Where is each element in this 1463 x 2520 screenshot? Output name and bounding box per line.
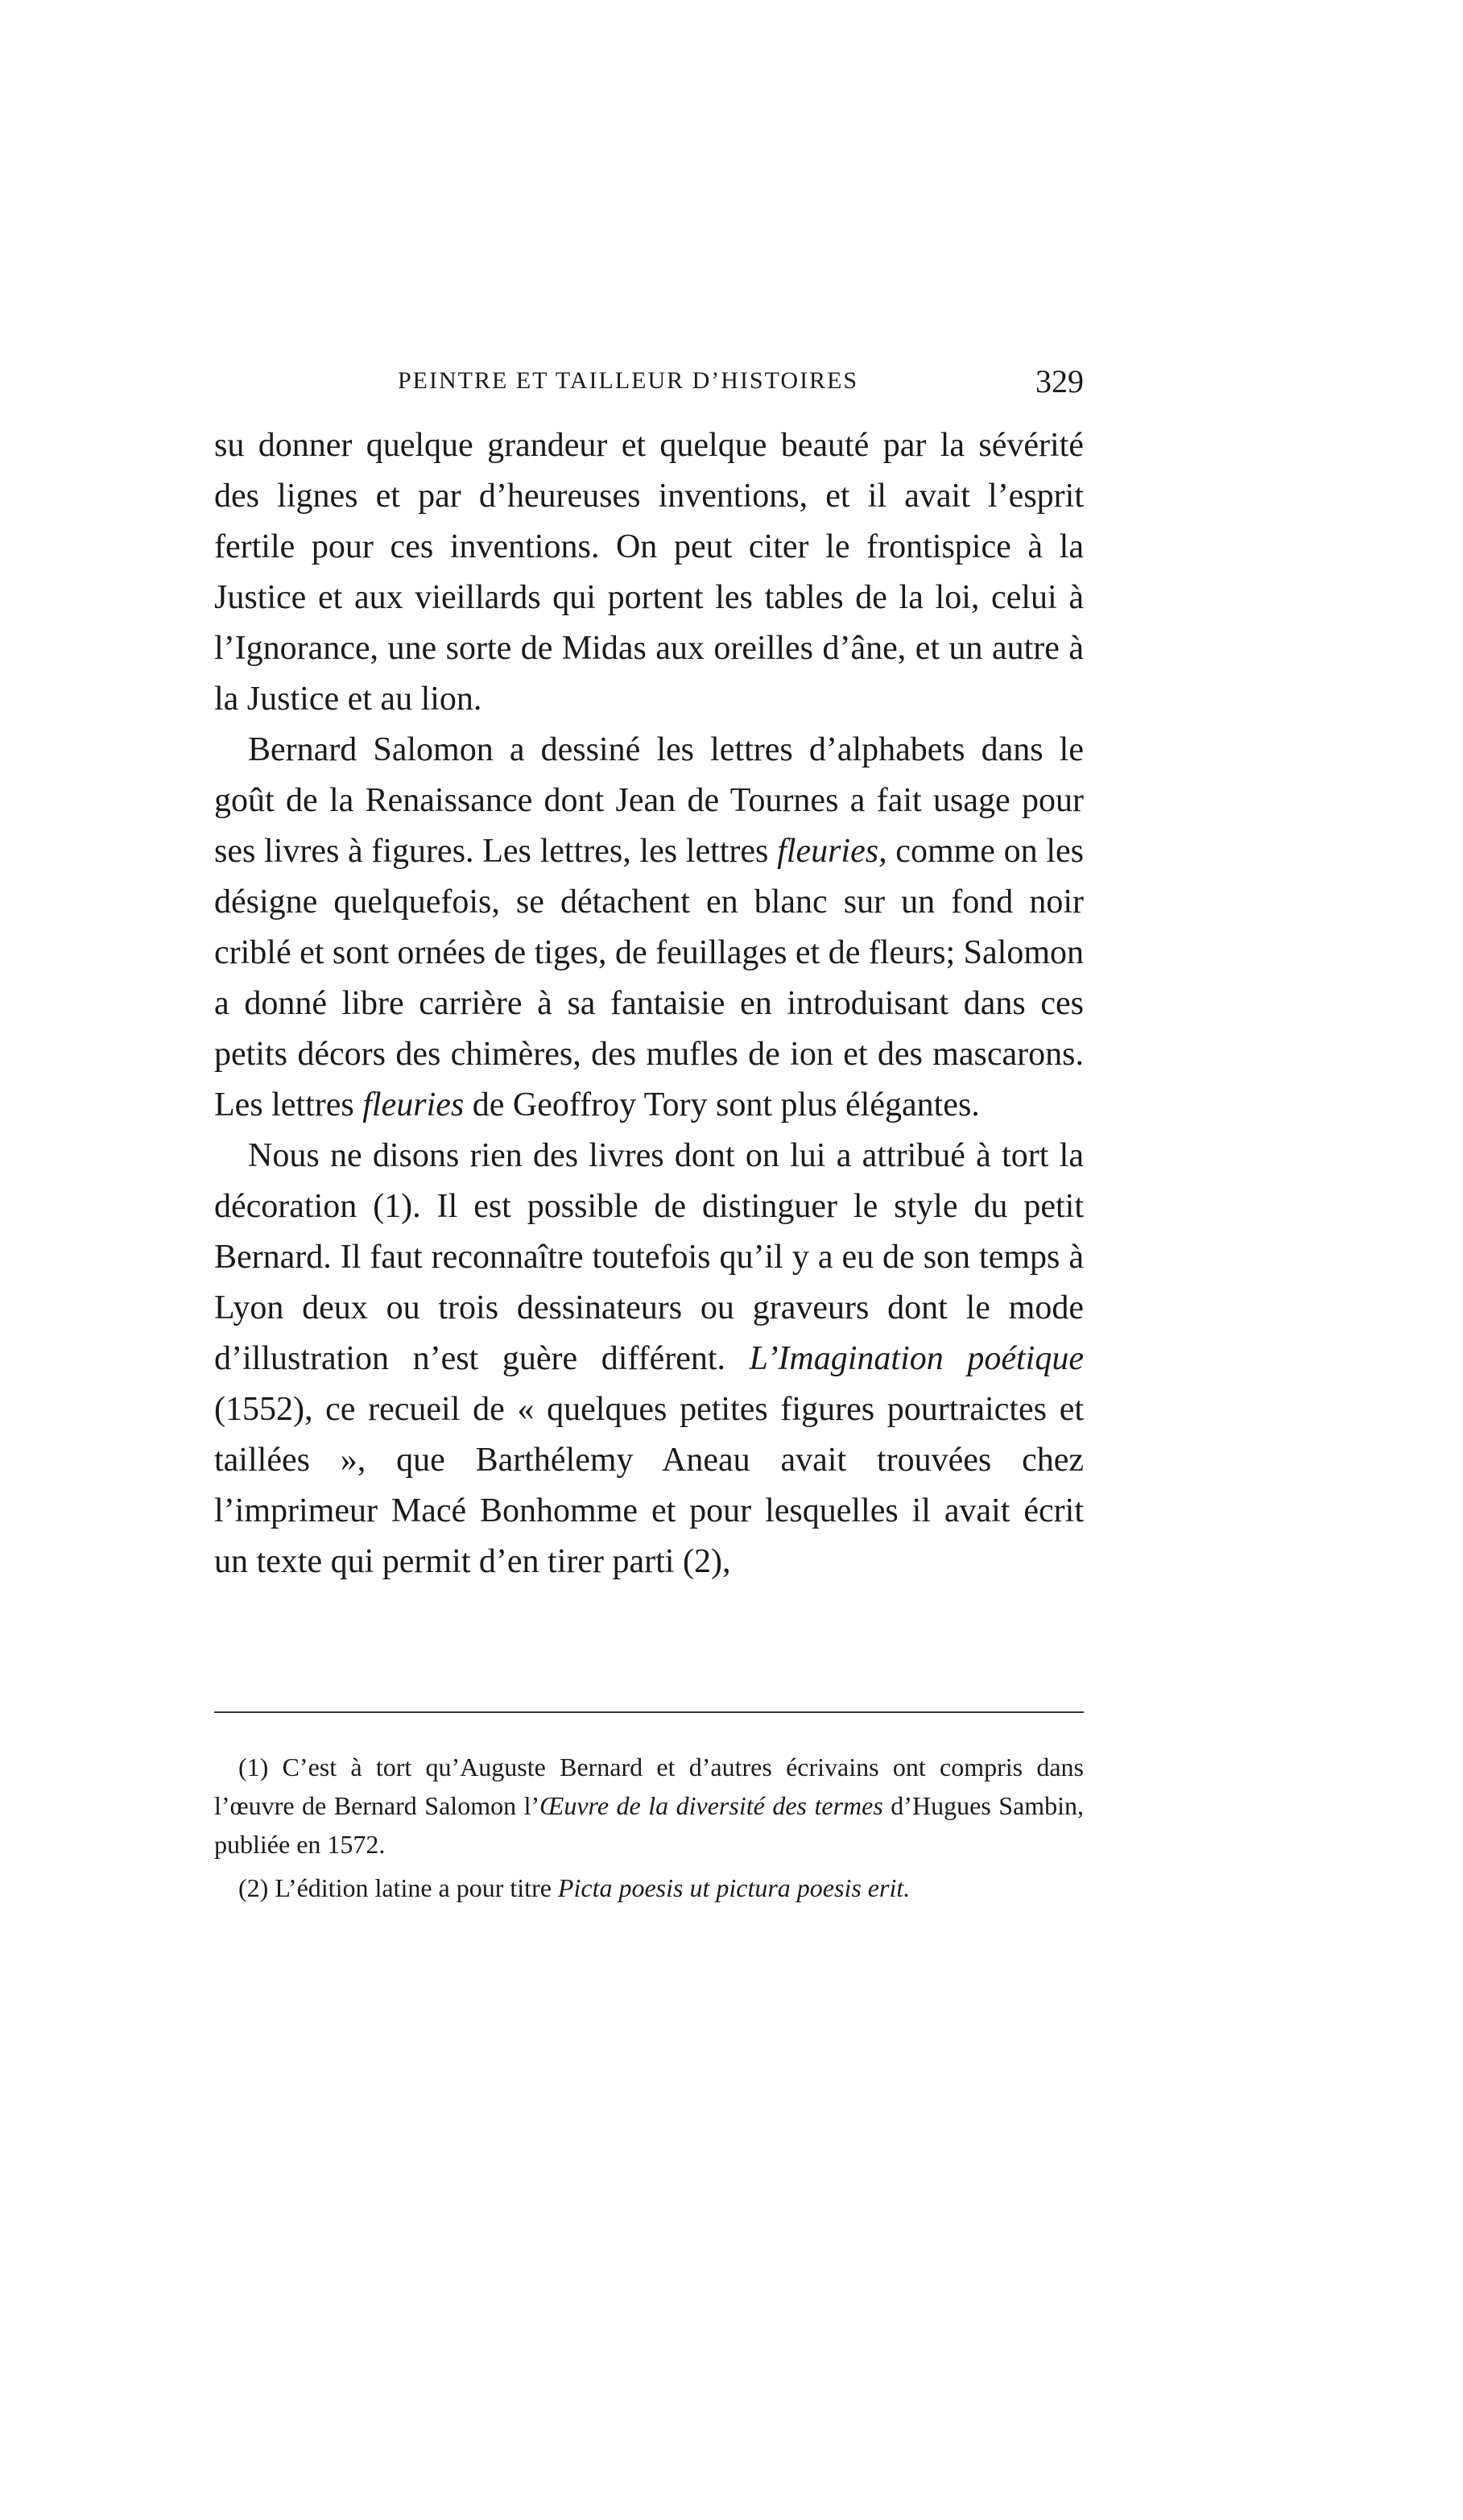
paragraph-2-text-a: Bernard Salomon a dessiné les lettres d’alphabets dans le goût de la Renaissance dont Jean de Tournes a fait usage pour ses livres à figures. Les lettres, les lettres <box>214 731 1084 870</box>
footnote-1 <box>214 1748 1084 1864</box>
paragraph-3-text-b: (1552), ce recueil de « quelques petites figures pourtraictes et taillées », que Barthélemy Aneau avait trouvées chez l’imprimeur Macé Bonhomme et pour lesquelles il avait écrit un texte qui permit d’en tirer parti (2), <box>214 1391 1084 1580</box>
footnote-2 <box>214 1868 1084 1907</box>
footnote-2-italic: Picta poesis ut pictura poesis erit. <box>557 1873 911 1902</box>
paragraph-2-italic-a: fleuries, <box>777 833 887 870</box>
footnotes <box>214 1748 1084 1912</box>
running-head <box>214 362 1084 411</box>
footnote-1-text-b: d’Hugues Sambin, publiée en 1572. <box>214 1791 1085 1859</box>
page-number: 329 <box>1035 363 1084 399</box>
paragraph-2-text-c: de Geoffroy Tory sont plus élégantes. <box>464 1086 980 1123</box>
footnote-rule <box>214 1711 1084 1713</box>
paragraph-1-text: su donner quelque grandeur et quelque beauté par la sévérité des lignes et par d’heureuses inventions, et il avait l’esprit fertile pour ces inventions. On peut citer le frontispice à la Justice et aux vieillards qui portent les tables de la loi, celui à l’Ignorance, une sorte de Midas aux oreilles d’âne, et un autre à la Justice et au lion. <box>214 427 1084 718</box>
paragraph-3-italic-a: L’Imagination poétique <box>749 1340 1084 1377</box>
paragraph-2-text-b: comme on les désigne quelquefois, se détachent en blanc sur un fond noir criblé et sont ornées de tiges, de feuillages et de fleurs; Salomon a donné libre carrière à sa fantaisie en introduisant dans ces petits décors des chimères, des mufles de ion et des mascarons. Les lettres <box>214 833 1085 1123</box>
paragraph-3-text-a: Nous ne disons rien des livres dont on lui a attribué à tort la décoration (1). Il est possible de distinguer le style du petit Bernard. Il faut reconnaître toutefois qu’il y a eu de son temps à Lyon deux ou trois dessinateurs ou graveurs dont le mode d’illustration n’est guère différent. <box>214 1137 1084 1377</box>
paragraph-2 <box>214 725 1084 1131</box>
paragraph-3 <box>214 1131 1084 1587</box>
paragraph-2-italic-b: fleuries <box>362 1086 465 1123</box>
footnote-1-italic: Œuvre de la diversité des termes <box>539 1791 883 1820</box>
paragraph-1 <box>214 420 1084 725</box>
footnote-2-text: (2) L’édition latine a pour titre <box>238 1873 558 1902</box>
body-text <box>214 420 1084 1587</box>
running-title: PEINTRE ET TAILLEUR D’HISTOIRES <box>398 367 859 394</box>
footnote-1-text-a: (1) C’est à tort qu’Auguste Bernard et d’autres écrivains ont compris dans l’œuvre de Bernard Salomon l’ <box>214 1752 1084 1820</box>
